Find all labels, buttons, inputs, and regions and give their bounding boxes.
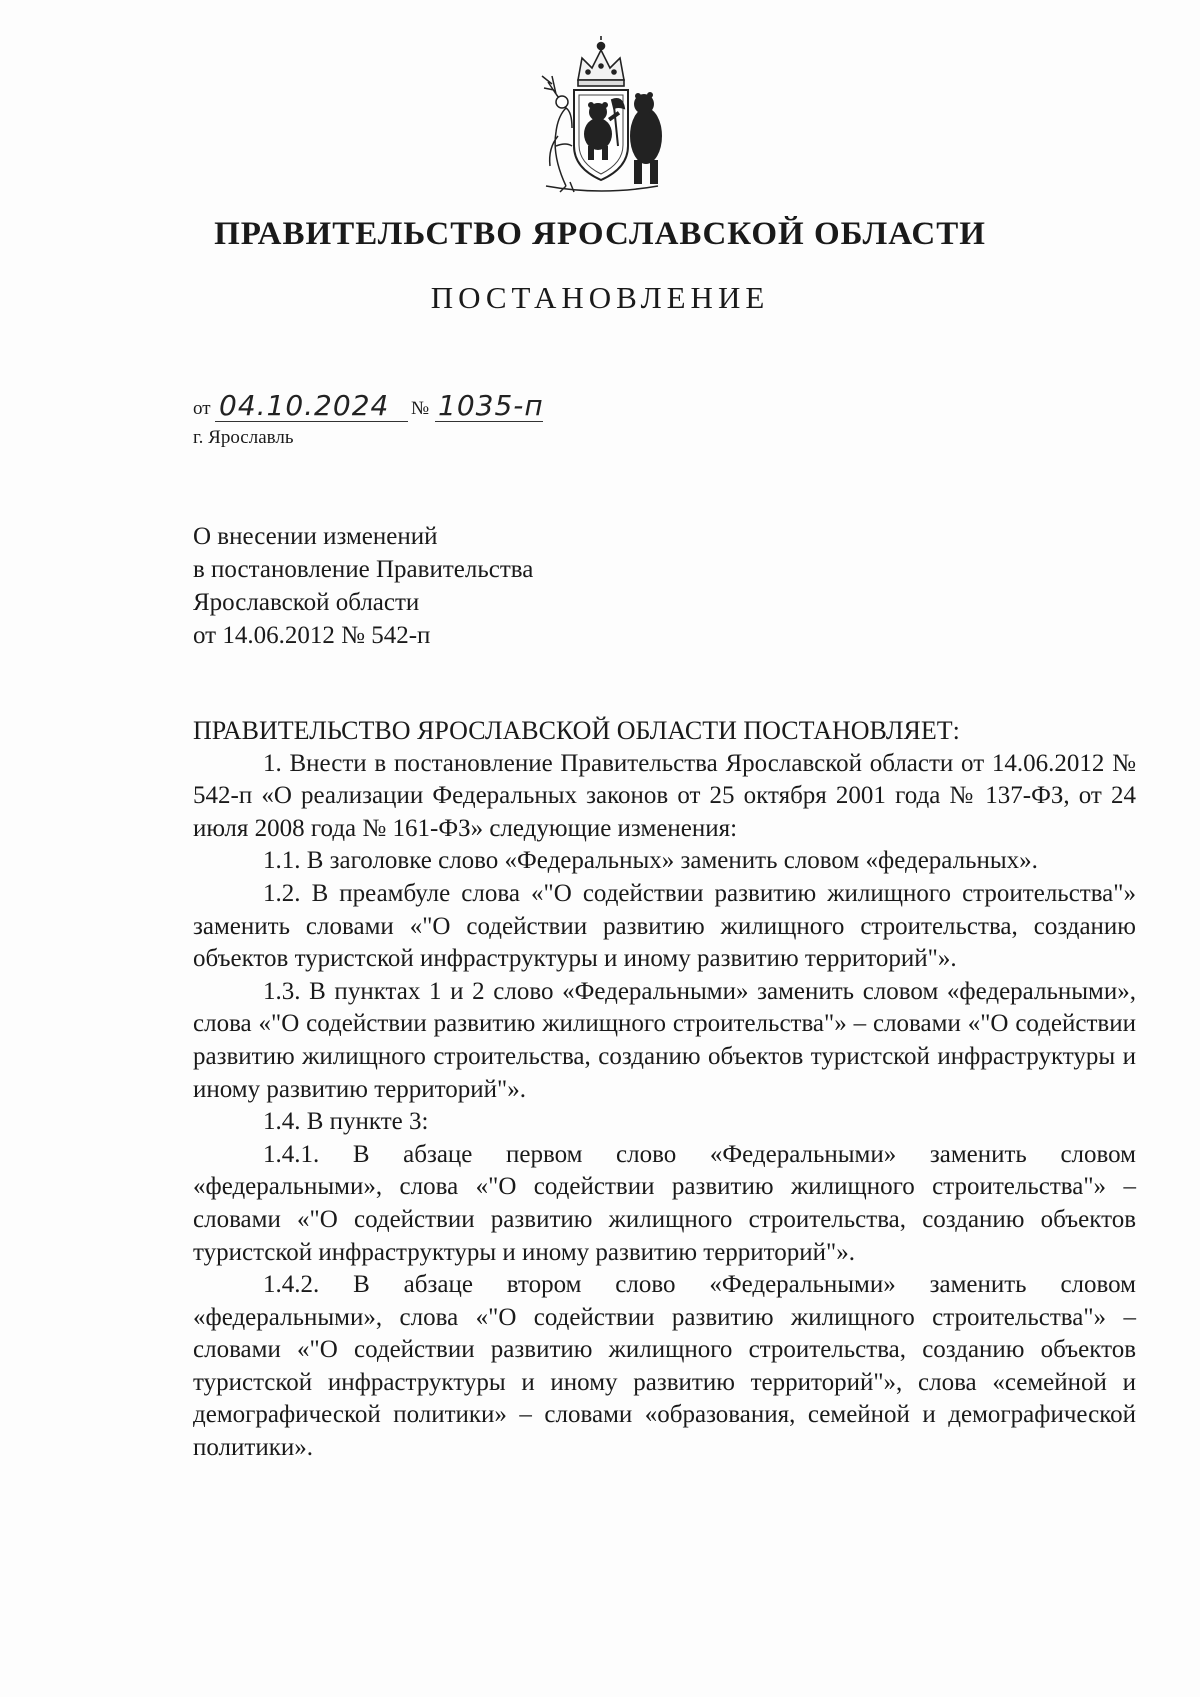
number-prefix: № bbox=[411, 398, 430, 419]
paragraph-1-2: 1.2. В преамбуле слова «"О содействии развитию жилищного строительства"» заменить словами «"О содействии развитию жилищного строительства, созданию объектов туристской инфраструктуры и иному развитию территорий"». bbox=[193, 879, 1136, 973]
coat-of-arms-emblem bbox=[526, 36, 676, 194]
resolution-heading: ПРАВИТЕЛЬСТВО ЯРОСЛАВСКОЙ ОБЛАСТИ ПОСТАНОВЛЯЕТ: bbox=[193, 716, 960, 745]
city: г. Ярославль bbox=[193, 427, 294, 448]
date-number-line bbox=[193, 388, 553, 428]
paragraph-1-3: 1.3. В пунктах 1 и 2 слово «Федеральными» заменить словом «федеральными», слова «"О содействии развитию жилищного строительства"» – словами «"О содействии развитию жилищного строительства, созданию объектов туристской инфраструктуры и иному развитию территорий"». bbox=[193, 977, 1136, 1103]
subject-line: в постановление Правительства bbox=[193, 556, 534, 583]
paragraph-1-4-2: 1.4.2. В абзаце втором слово «Федеральными» заменить словом «федеральными», слова «"О содействии развитию жилищного строительства"» – словами «"О содействии развитию жилищного строительства, созданию объектов туристской инфраструктуры и иному развитию территорий"», слова «семейной и демографической политики» – словами «образования, семейной и демографической политики». bbox=[193, 1271, 1136, 1462]
paragraph-1-4-1: 1.4.1. В абзаце первом слово «Федеральными» заменить словом «федеральными», слова «"О содействии развитию жилищного строительства"» – словами «"О содействии развитию жилищного строительства, созданию объектов туристской инфраструктуры и иному развитию территорий"». bbox=[193, 1140, 1136, 1266]
document-subject bbox=[193, 520, 533, 652]
subject-line: Ярославской области bbox=[193, 589, 420, 616]
paragraph-1-4: 1.4. В пункте 3: bbox=[263, 1108, 429, 1136]
subject-line: О внесении изменений bbox=[193, 523, 438, 550]
paragraph-1-1: 1.1. В заголовке слово «Федеральных» заменить словом «федеральных». bbox=[263, 847, 1038, 875]
document-body bbox=[193, 715, 1136, 1465]
date-prefix: от bbox=[193, 398, 211, 419]
date-handwritten: 04.10.2024 bbox=[219, 389, 390, 422]
government-title: ПРАВИТЕЛЬСТВО ЯРОСЛАВСКОЙ ОБЛАСТИ bbox=[214, 216, 986, 252]
document-type: ПОСТАНОВЛЕНИЕ bbox=[430, 280, 770, 315]
number-handwritten: 1035-п bbox=[438, 389, 544, 422]
paragraph-1: 1. Внести в постановление Правительства Ярославской области от 14.06.2012 № 542-п «О реализации Федеральных законов от 25 октября 2001 года № 137-ФЗ, от 24 июля 2008 года № 161-ФЗ» следующие изменения: bbox=[193, 749, 1136, 842]
subject-line: от 14.06.2012 № 542-п bbox=[193, 622, 431, 649]
